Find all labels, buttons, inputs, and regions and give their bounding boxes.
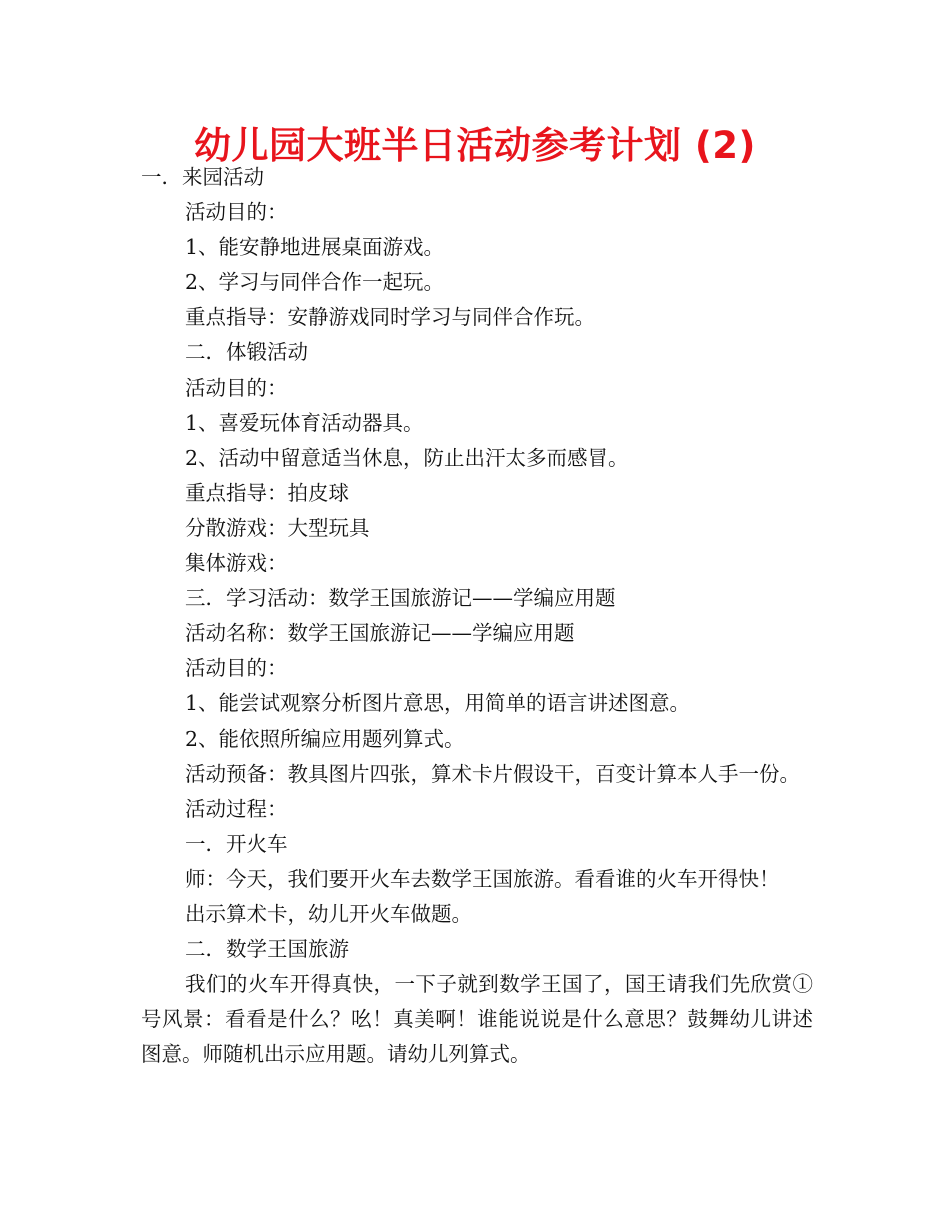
paragraph-line: 活动名称：数学王国旅游记——学编应用题 <box>185 621 575 646</box>
paragraph-line: 2、学习与同伴合作一起玩。 <box>185 270 445 295</box>
paragraph-wrapped: 我们的火车开得真快，一下子就到数学王国了，国王请我们先欣赏①号风景：看看是什么？吆！真美啊！谁能说说是什么意思？鼓舞幼儿讲述图意。师随机出示应用题。请幼儿列算式。 <box>141 972 813 1067</box>
section-heading: 三．学习活动：数学王国旅游记——学编应用题 <box>185 586 616 611</box>
paragraph-line: 活动目的： <box>185 656 288 681</box>
paragraph-line: 出示算术卡，幼儿开火车做题。 <box>185 901 472 926</box>
paragraph-wrapped: 活动预备：教具图片四张，算术卡片假设干，百变计算本人手一份。 <box>185 761 800 786</box>
paragraph-line: 2、能依照所编应用题列算式。 <box>185 726 465 751</box>
section-heading: 一．来园活动 <box>141 165 264 189</box>
paragraph-line: 分散游戏：大型玩具 <box>185 515 370 540</box>
paragraph-line: 重点指导：拍皮球 <box>185 480 349 505</box>
paragraph-line: 重点指导：安静游戏同时学习与同伴合作玩。 <box>185 305 595 330</box>
section-heading: 一．开火车 <box>185 831 288 856</box>
paragraph-line: 1、能安静地进展桌面游戏。 <box>185 235 445 260</box>
section-heading: 二．数学王国旅游 <box>185 937 349 962</box>
paragraph-line: 活动目的： <box>185 375 288 400</box>
paragraph-line: 2、活动中留意适当休息，防止出汗太多而感冒。 <box>185 445 629 470</box>
paragraph-line: 活动过程： <box>185 796 288 821</box>
document-body <box>141 160 813 1072</box>
document-title: 幼儿园大班半日活动参考计划 (2) <box>194 124 756 167</box>
paragraph-line: 1、喜爱玩体育活动器具。 <box>185 410 424 435</box>
paragraph-line: 1、能尝试观察分析图片意思，用简单的语言讲述图意。 <box>185 691 691 716</box>
paragraph-line: 师：今天，我们要开火车去数学王国旅游。看看谁的火车开得快！ <box>185 866 780 891</box>
section-heading: 二．体锻活动 <box>185 340 308 365</box>
paragraph-line: 集体游戏： <box>185 551 288 576</box>
paragraph-line: 活动目的： <box>185 200 288 225</box>
